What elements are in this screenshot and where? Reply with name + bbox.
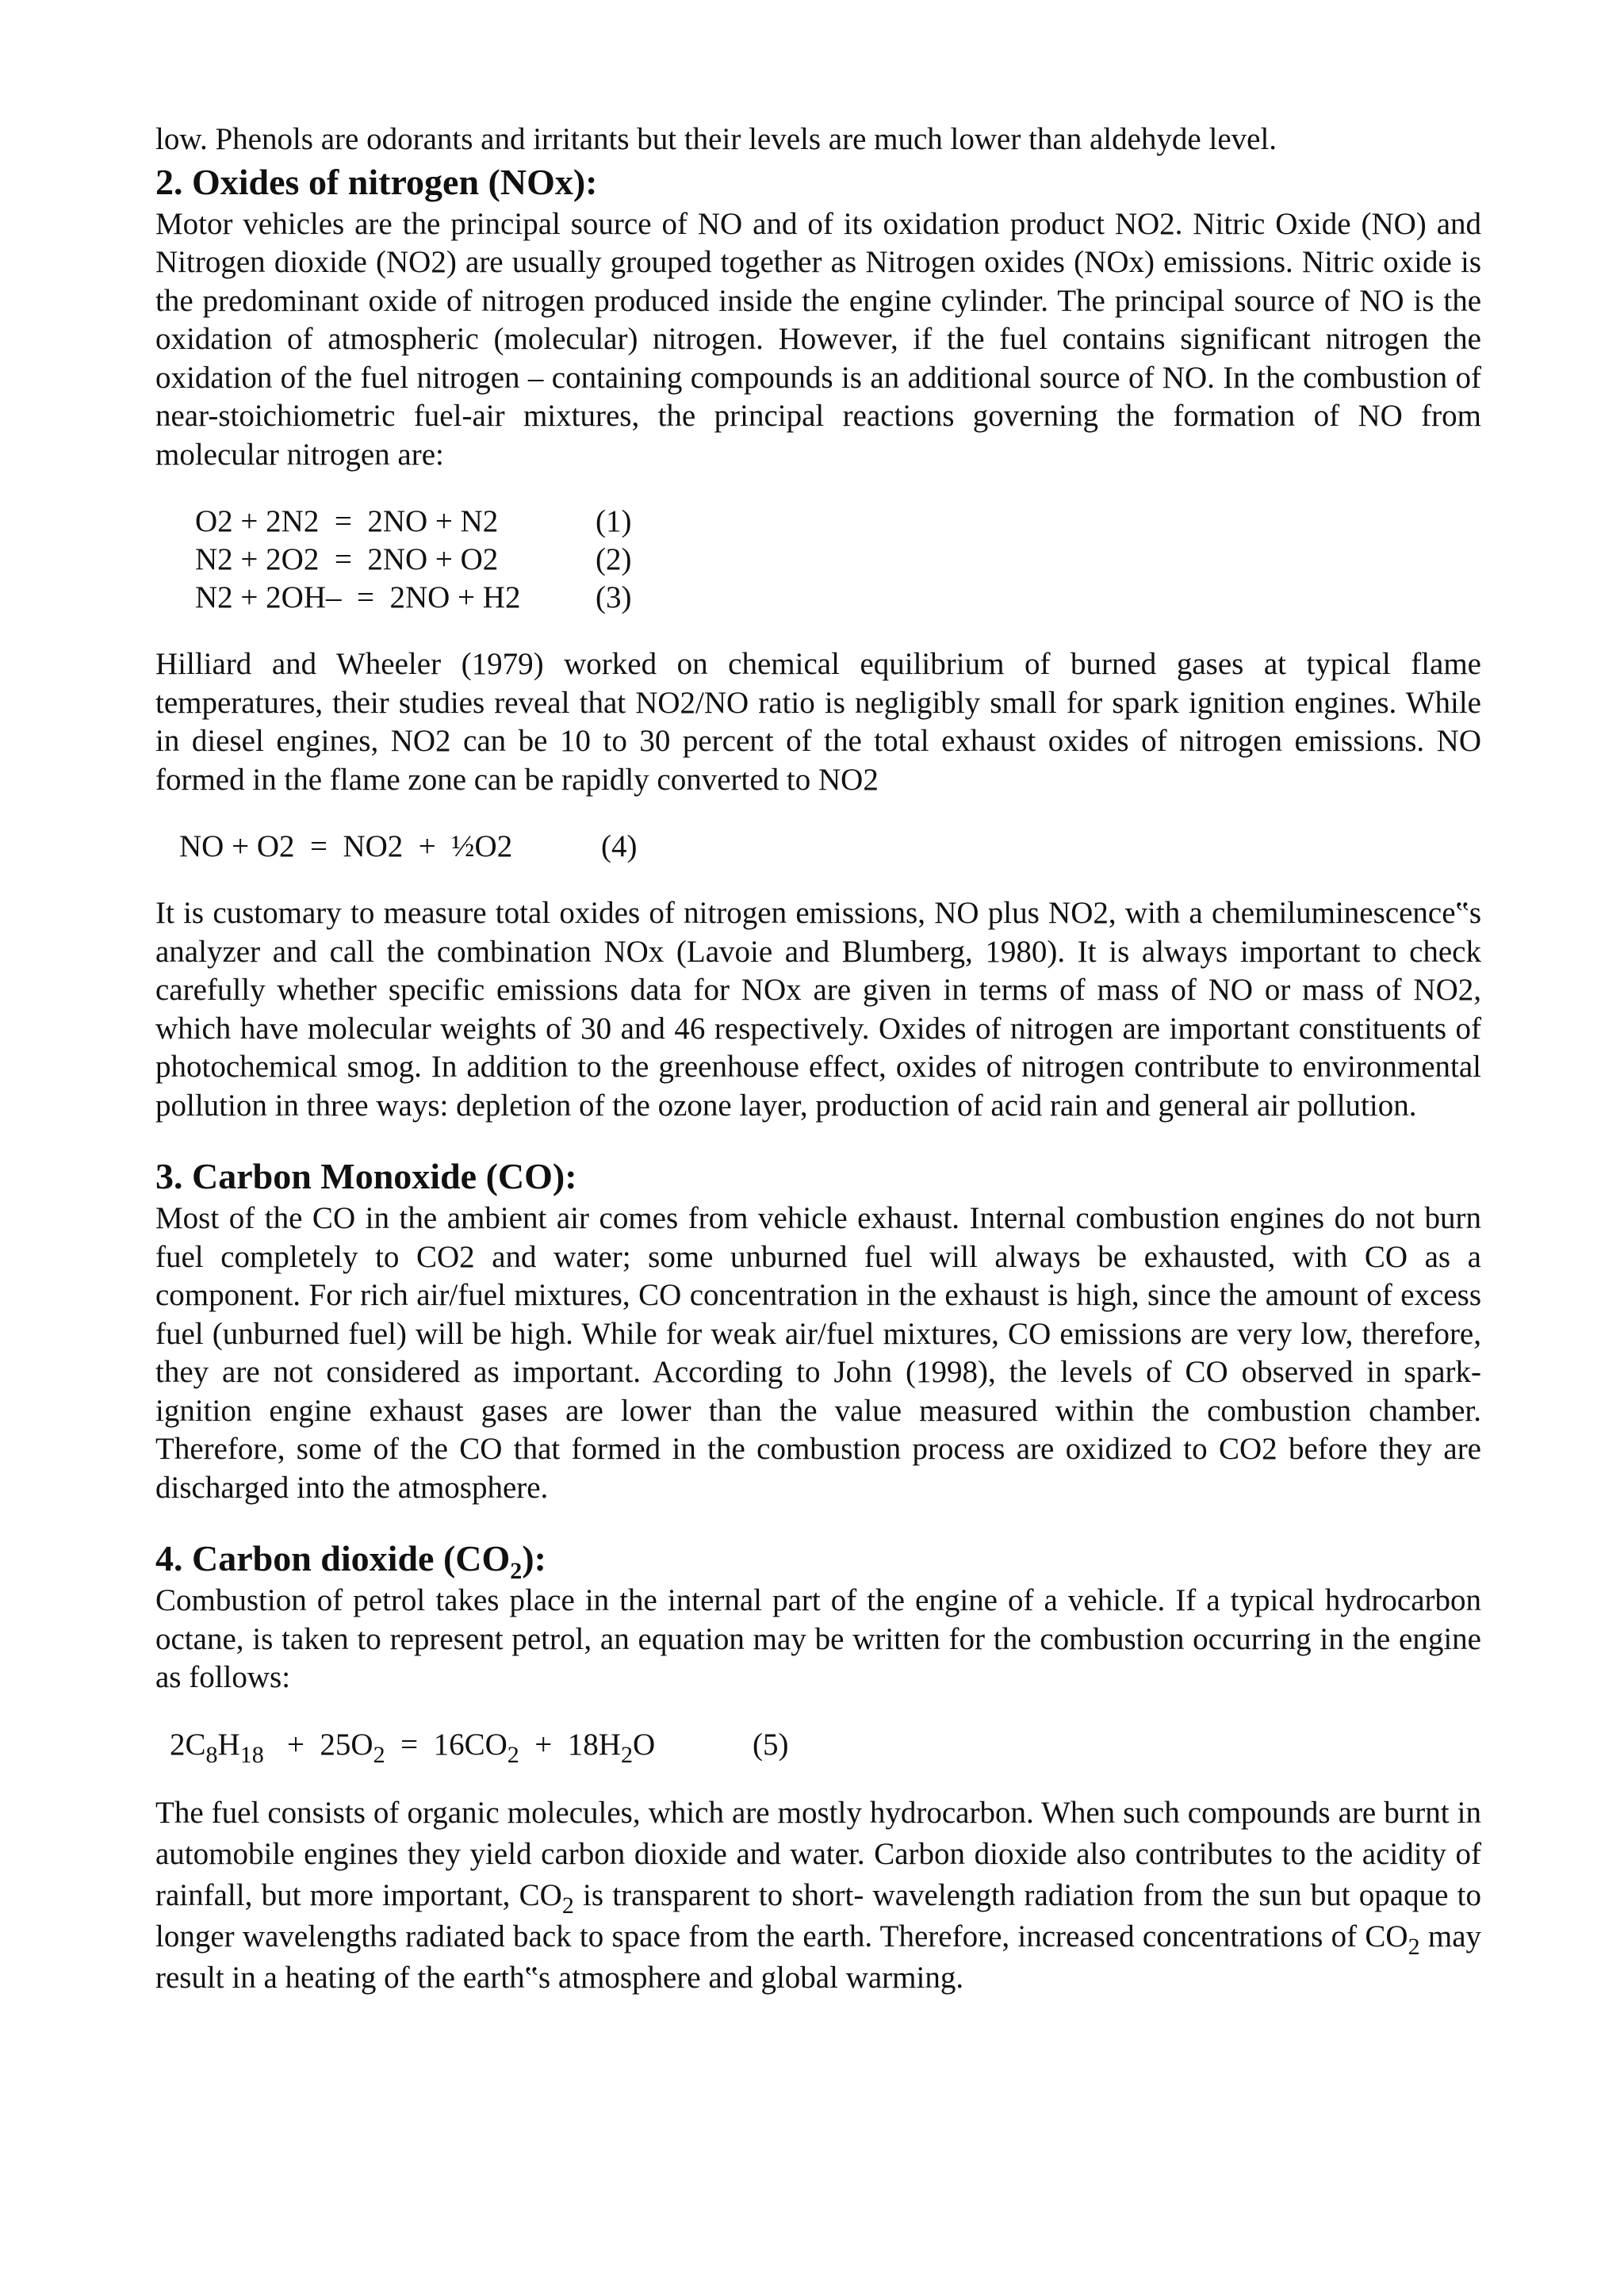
equation-number: (4) (601, 829, 638, 863)
co2-equation-5 (155, 1726, 1481, 1768)
text-run: is transparent to short- wavelength radiation from the sun but opaque to longer wavelengths radiated back to space from the earth. Therefore, increased concentrations of CO (155, 1877, 1481, 1954)
subscript: 2 (510, 1558, 523, 1584)
equation-row (195, 503, 1481, 541)
eq-part: = 16CO (385, 1727, 508, 1762)
spacer (155, 617, 1481, 645)
subscript: 2 (620, 1741, 633, 1768)
eq-part: H (217, 1727, 240, 1762)
nox-paragraph-1: Motor vehicles are the principal source of NO and of its oxidation product NO2. Nitric Oxide (NO) and Nitrogen dioxide (NO2) are usually grouped together as Nitrogen oxides (NOx) emissions. Nitric oxide is the predominant oxide of nitrogen produced inside the engine cylinder. The principal source of NO is the oxidation of atmospheric (molecular) nitrogen. However, if the fuel contains significant nitrogen the oxidation of the fuel nitrogen – containing compounds is an additional source of NO. In the combustion of near-stoichiometric fuel-air mixtures, the principal reactions governing the formation of NO from molecular nitrogen are: (155, 206, 1481, 472)
subscript: 2 (561, 1892, 574, 1919)
equation-text (170, 1726, 753, 1768)
intro-tail-paragraph: low. Phenols are odorants and irritants but their levels are much lower than aldehyde level. (155, 122, 1277, 156)
spacer (155, 1125, 1481, 1154)
eq-part: + 25O (263, 1727, 373, 1762)
section-heading-nox: 2. Oxides of nitrogen (NOx): (155, 161, 598, 202)
eq-part: O (632, 1727, 656, 1762)
subscript: 2 (1408, 1933, 1420, 1960)
nox-equations (155, 503, 1481, 617)
equation-number: (2) (596, 542, 632, 576)
co2-paragraph-1: Combustion of petrol takes place in the internal part of the engine of a vehicle. If a typical hydrocarbon octane, is taken to represent petrol, an equation may be written for the combustion occurring in the engine as follows: (155, 1583, 1481, 1694)
spacer (155, 474, 1481, 503)
co-paragraph-1: Most of the CO in the ambient air comes from vehicle exhaust. Internal combustion engines do not burn fuel completely to CO2 and water; some unburned fuel will always be exhausted, with CO as a component. For rich air/fuel mixtures, CO concentration in the exhaust is high, since the amount of excess fuel (unburned fuel) will be high. While for weak air/fuel mixtures, CO emissions are very low, therefore, they are not considered as important. According to John (1998), the levels of CO observed in spark-ignition engine exhaust gases are lower than the value measured within the combustion chamber. Therefore, some of the CO that formed in the combustion process are oxidized to CO2 before they are discharged into the atmosphere. (155, 1201, 1481, 1505)
subscript: 2 (373, 1741, 385, 1768)
section-heading-co2 (155, 1536, 1481, 1582)
equation-number: (3) (596, 580, 632, 614)
subscript: 18 (239, 1741, 264, 1768)
nox-paragraph-3: It is customary to measure total oxides of nitrogen emissions, NO plus NO2, with a chemiluminescence‟s analyzer and call the combination NOx (Lavoie and Blumberg, 1980). It is always important to check carefully whether specific emissions data for NOx are given in terms of mass of NO or mass of NO2, which have molecular weights of 30 and 46 respectively. Oxides of nitrogen are important constituents of photochemical smog. In addition to the greenhouse effect, oxides of nitrogen contribute to environmental pollution in three ways: depletion of the ozone layer, production of acid rain and general air pollution. (155, 896, 1481, 1123)
equation-number: (5) (753, 1727, 789, 1762)
spacer (155, 1697, 1481, 1726)
nox-paragraph-2: Hilliard and Wheeler (1979) worked on chemical equilibrium of burned gases at typical flame temperatures, their studies reveal that NO2/NO ratio is negligibly small for spark ignition engines. While in diesel engines, NO2 can be 10 to 30 percent of the total exhaust oxides of nitrogen emissions. NO formed in the flame zone can be rapidly converted to NO2 (155, 647, 1481, 797)
equation-row (179, 828, 1481, 866)
subscript: 8 (205, 1741, 218, 1768)
subscript: 2 (507, 1741, 519, 1768)
equation-row (195, 579, 1481, 617)
section-heading-co: 3. Carbon Monoxide (CO): (155, 1156, 577, 1196)
spacer (155, 866, 1481, 894)
heading-text: 4. Carbon dioxide (CO (155, 1538, 511, 1578)
text-run: may result in a heating of the earth‟s atmosphere and global warming. (155, 1919, 1482, 1995)
nox-equation-4 (155, 828, 1481, 866)
spacer (155, 1764, 1481, 1793)
equation-row (170, 1726, 1481, 1768)
eq-part: + 18H (519, 1727, 621, 1762)
equation-text: O2 + 2N2 = 2NO + N2 (195, 504, 499, 538)
equation-text: N2 + 2O2 = 2NO + O2 (195, 542, 499, 576)
equation-text: N2 + 2OH– = 2NO + H2 (195, 580, 521, 614)
spacer (155, 1507, 1481, 1536)
equation-row (195, 541, 1481, 579)
heading-text: ): (522, 1538, 546, 1578)
spacer (155, 799, 1481, 828)
document-page (155, 121, 1481, 1999)
eq-part: 2C (170, 1727, 206, 1762)
equation-number: (1) (596, 504, 632, 538)
co2-paragraph-2 (155, 1793, 1481, 1999)
equation-text: NO + O2 = NO2 + ½O2 (179, 829, 513, 863)
text-run: The fuel consists of organic molecules, which are mostly hydrocarbon. When such compounds are burnt in automobile engines they yield carbon dioxide and water. Carbon dioxide also contributes to the acidity of rainfall, but more important, CO (155, 1795, 1481, 1912)
